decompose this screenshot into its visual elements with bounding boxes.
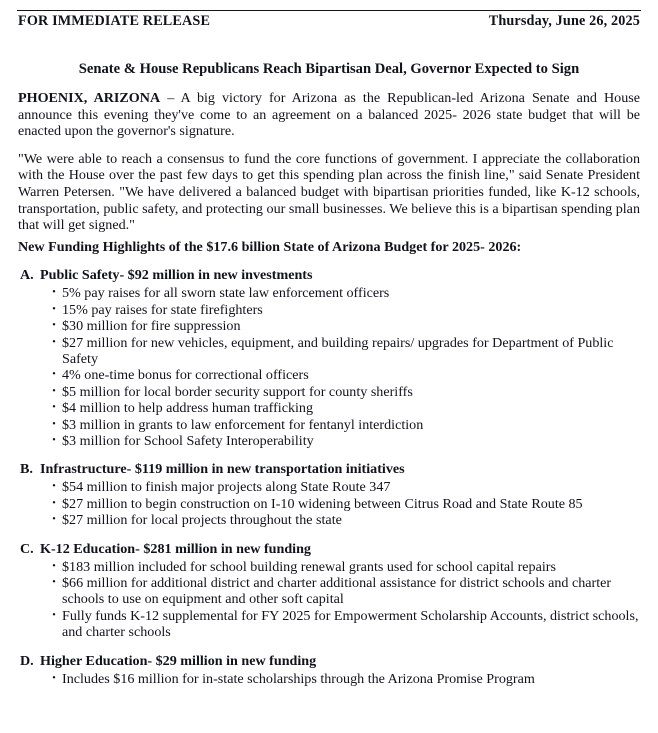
list-item-text: $54 million to finish major projects along State Route 347 [62,479,391,496]
list-item [18,285,640,301]
section-letter: B. [20,461,33,478]
section-heading [18,653,640,670]
funding-section [18,653,640,687]
list-item-text: $4 million to help address human trafficking [62,400,314,417]
release-date: Thursday, June 26, 2025 [488,13,640,29]
bullet-icon: • [52,435,56,446]
bullet-icon: • [52,514,56,526]
section-title: Higher Education- $29 million in new funding [40,652,317,669]
body-paragraph [18,151,640,234]
paragraph-text: – A big victory for Arizona as the Republican-led Arizona Senate and House announce this evening they've come to an agreement on a balanced 2025- 2026 state budget that will be enacted upon the governor's signature. [18,90,640,140]
list-item [18,671,640,687]
section-bullet-list [18,559,640,641]
funding-sections [18,267,640,687]
bullet-icon: • [52,481,56,493]
section-title: Public Safety- $92 million in new investments [40,267,313,284]
list-item [18,512,640,528]
list-item [18,608,640,641]
list-item [18,575,640,608]
list-item-text: 5% pay raises for all sworn state law enforcement officers [62,285,390,302]
bullet-icon: • [52,287,56,299]
section-letter: D. [20,652,34,669]
bullet-icon: • [52,369,56,381]
list-item [18,559,640,575]
body-paragraphs [18,90,640,234]
list-item-text: $27 million for local projects throughout the state [62,512,342,529]
section-heading [18,541,640,558]
section-title: K-12 Education- $281 million in new funding [40,540,311,557]
list-item [18,367,640,383]
dateline: PHOENIX, ARIZONA [18,90,161,106]
list-item [18,302,640,318]
list-item [18,335,640,368]
list-item [18,400,640,416]
section-bullet-list [18,671,640,687]
funding-highlights-heading: New Funding Highlights of the $17.6 billion State of Arizona Budget for 2025- 2026: [18,238,522,255]
funding-section [18,461,640,528]
list-item-text: 4% one-time bonus for correctional officers [62,367,309,384]
bullet-icon: • [52,497,56,509]
bullet-icon: • [52,560,56,572]
list-item [18,496,640,512]
funding-section [18,267,640,449]
bullet-icon: • [52,402,56,414]
bullet-icon: • [52,577,56,589]
body-paragraph [18,90,640,140]
list-item-text: $5 million for local border security support for county sheriffs [62,383,413,400]
list-item-text: $27 million to begin construction on I-10 widening between Citrus Road and State Route 85 [62,495,583,512]
list-item-text: $3 million for School Safety Interoperability [62,433,314,449]
section-heading [18,461,640,478]
list-item-text: Fully funds K-12 supplemental for FY 2025 for Empowerment Scholarship Accounts, district schools, and charter schools [62,607,639,641]
paragraph-text: "We were able to reach a consensus to fund the core functions of government. I appreciate the collaboration with the House over the past few days to get this spending plan across the finish line," said Senate President Warren Petersen. "We have delivered a balanced budget with bipartisan priorities funded, like K-12 schools, transportation, public safety, and protecting our small businesses. We believe this is a bipartisan spending plan that will get signed." [18,150,640,234]
list-item-text: $27 million for new vehicles, equipment, and building repairs/ upgrades for Department of Public Safety [62,334,614,367]
section-letter: A. [20,267,34,284]
section-title: Infrastructure- $119 million in new transportation initiatives [40,461,405,478]
page-title: Senate & House Republicans Reach Bipartisan Deal, Governor Expected to Sign [78,60,580,77]
bullet-icon: • [52,336,56,348]
section-bullet-list [18,285,640,449]
funding-section [18,541,640,641]
bullet-icon: • [52,385,56,397]
list-item-text: 15% pay raises for state firefighters [62,301,263,318]
section-heading [18,267,640,284]
bullet-icon: • [52,609,56,621]
list-item-text: $3 million in grants to law enforcement for fentanyl interdiction [62,416,424,433]
list-item [18,417,640,433]
list-item [18,433,640,449]
header-divider-rule [17,10,641,11]
list-item-text: Includes $16 million for in-state scholarships through the Arizona Promise Program [62,670,535,687]
header-row [18,13,640,29]
section-bullet-list [18,479,640,528]
list-item-text: $183 million included for school building renewal grants used for school capital repairs [62,558,556,575]
list-item [18,384,640,400]
list-item [18,479,640,495]
list-item-text: $30 million for fire suppression [62,318,241,335]
section-letter: C. [20,540,34,557]
list-item [18,318,640,334]
bullet-icon: • [52,320,56,332]
bullet-icon: • [52,303,56,315]
list-item-text: $66 million for additional district and charter additional assistance for district schools and charter schools to use on equipment and other soft capital [62,575,612,608]
immediate-release-label: FOR IMMEDIATE RELEASE [18,13,211,29]
bullet-icon: • [52,418,56,430]
bullet-icon: • [52,672,56,684]
document-body [18,90,640,687]
